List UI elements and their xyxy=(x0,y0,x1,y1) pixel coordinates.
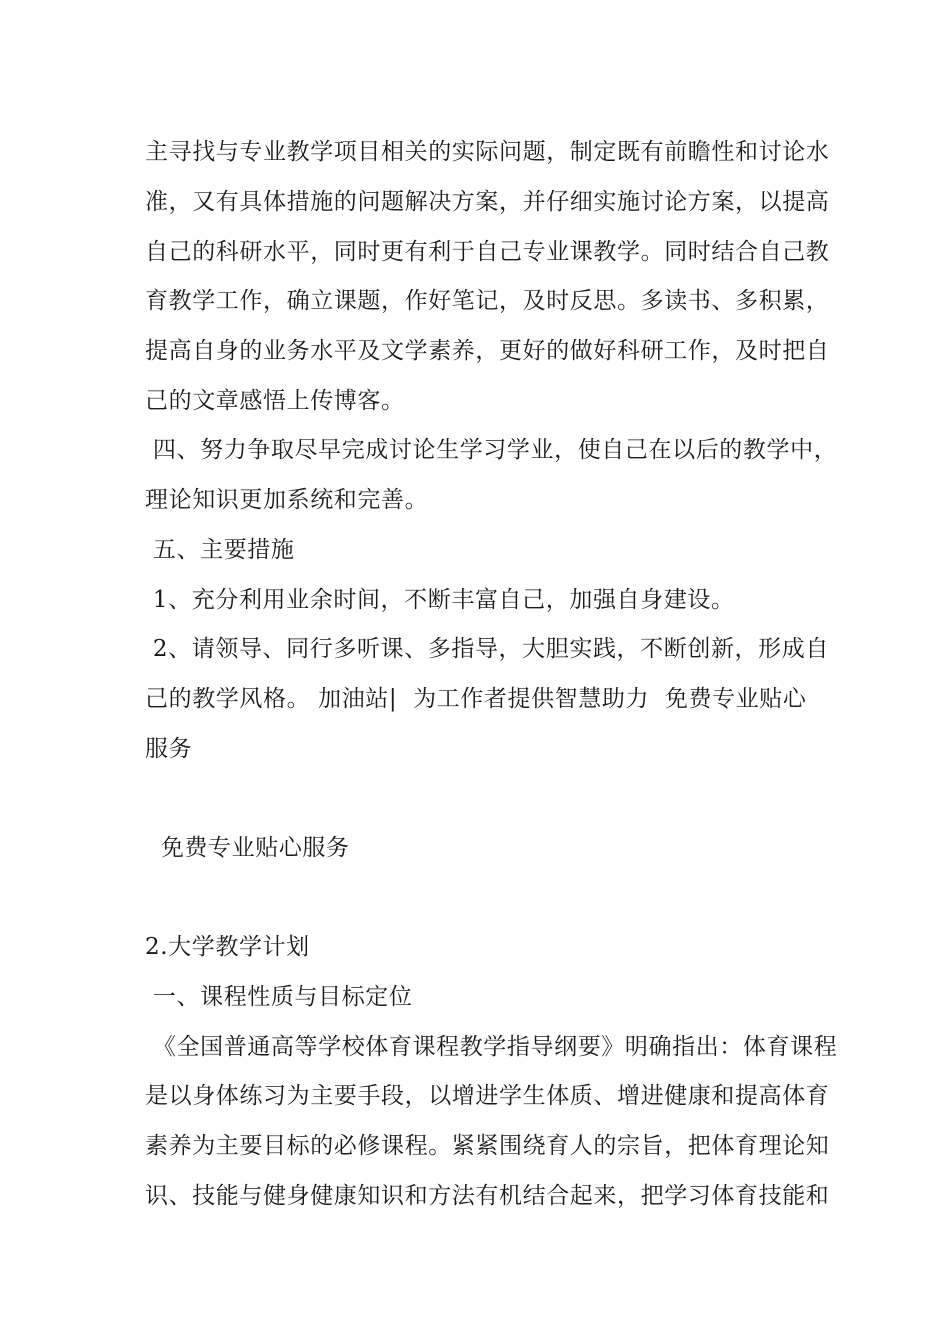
text-line: 自己的科研水平，同时更有利于自己专业课教学。同时结合自己教 xyxy=(145,239,830,265)
text-line: 《全国普通高等学校体育课程教学指导纲要》明确指出：体育课程 xyxy=(145,1034,838,1060)
promo-line: 免费专业贴心服务 xyxy=(145,835,350,861)
text-line: 主寻找与专业教学项目相关的实际问题，制定既有前瞻性和讨论水 xyxy=(145,139,830,165)
section-heading-5: 五、主要措施 xyxy=(145,537,295,563)
list-item: 1、充分利用业余时间，不断丰富自己，加强自身建设。 xyxy=(145,587,735,613)
section-heading-1: 一、课程性质与目标定位 xyxy=(145,984,413,1010)
text-line: 是以身体练习为主要手段，以增进学生体质、增进健康和提高体育 xyxy=(145,1083,830,1109)
text-line: 己的教学风格。 加油站| 为工作者提供智慧助力 免费专业贴心 xyxy=(145,686,807,712)
text-line: 己的文章感悟上传博客。 xyxy=(145,388,405,414)
text-line: 服务 xyxy=(145,736,193,762)
text-line: 识、技能与健身健康知识和方法有机结合起来，把学习体育技能和 xyxy=(145,1183,830,1209)
article-title: 2.大学教学计划 xyxy=(145,934,310,960)
section-heading-4: 四、努力争取尽早完成讨论生学习学业，使自己在以后的教学中， xyxy=(145,437,838,463)
text-line: 准，又有具体措施的问题解决方案，并仔细实施讨论方案，以提高 xyxy=(145,189,830,215)
text-line: 育教学工作，确立课题，作好笔记，及时反思。多读书、多积累， xyxy=(145,288,830,314)
text-line: 素养为主要目标的必修课程。紧紧围绕育人的宗旨，把体育理论知 xyxy=(145,1133,830,1159)
text-line: 提高自身的业务水平及文学素养，更好的做好科研工作，及时把自 xyxy=(145,338,830,364)
list-item: 2、请领导、同行多听课、多指导，大胆实践，不断创新，形成自 xyxy=(145,636,829,662)
text-line: 理论知识更加系统和完善。 xyxy=(145,487,429,513)
